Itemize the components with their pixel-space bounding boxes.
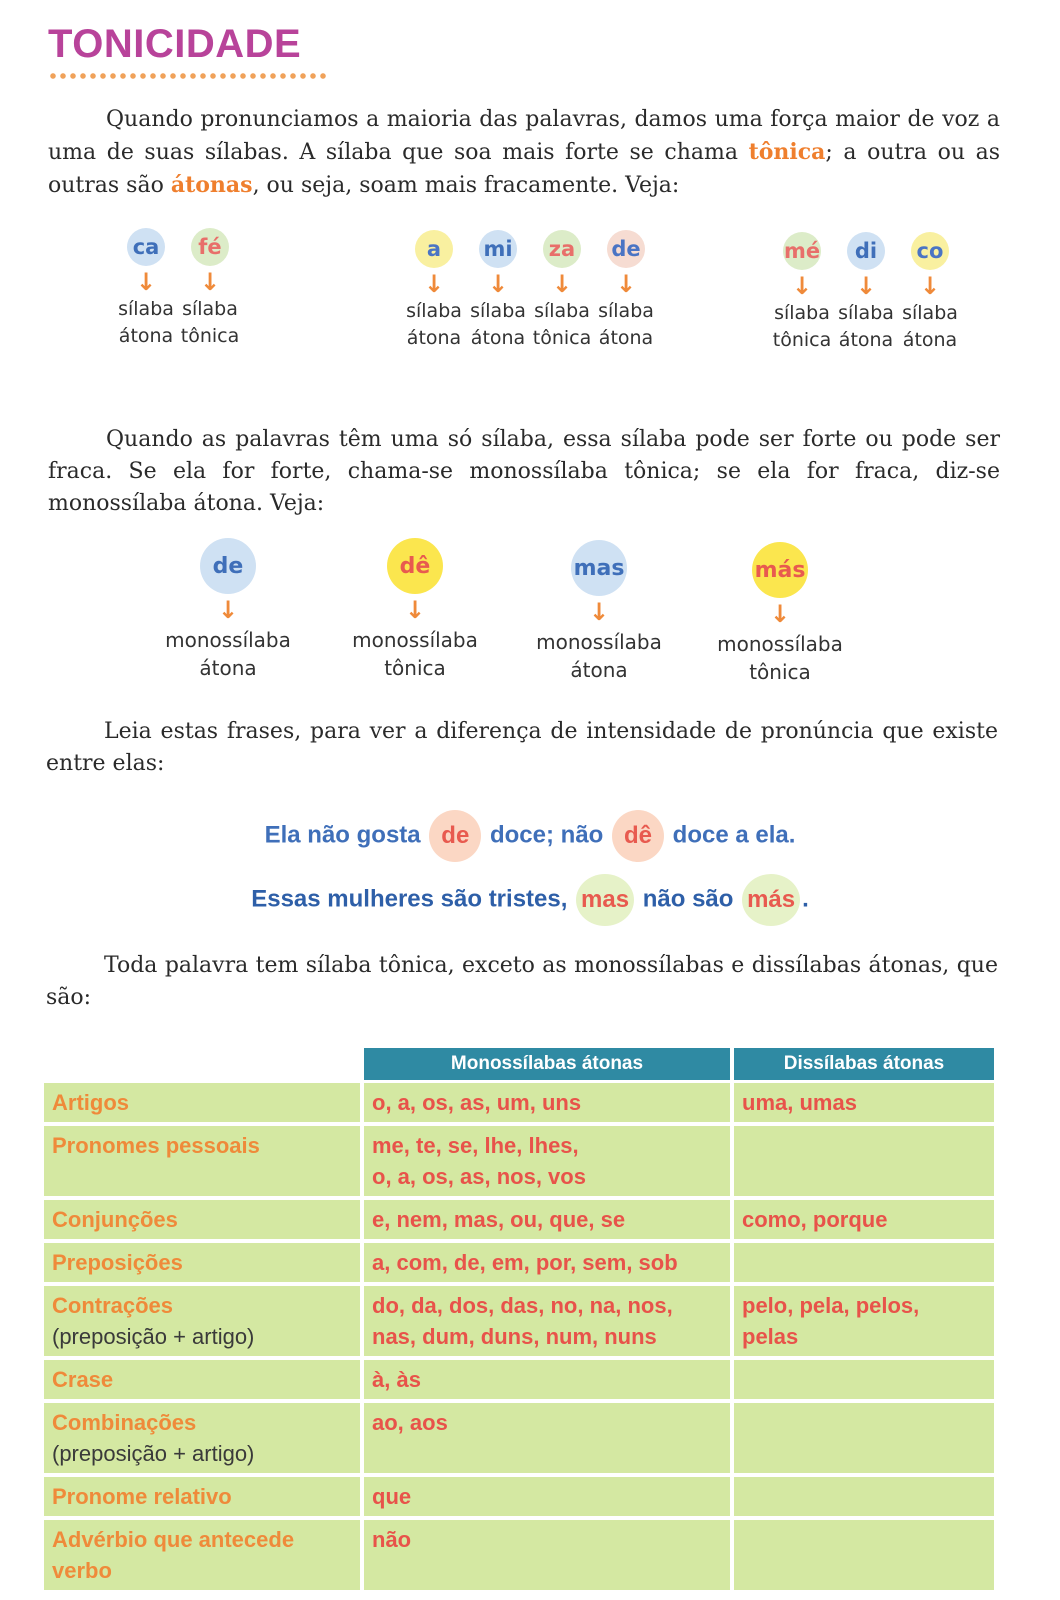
syllable-bubble: za xyxy=(543,230,581,268)
syllable-column xyxy=(530,230,594,352)
mono-cell: do, da, dos, das, no, na, nos, nas, dum, duns, num, nuns xyxy=(364,1286,730,1356)
arrow-down-icon: ↓ xyxy=(135,268,157,296)
intro-paragraph: Quando pronunciamos a maioria das palavras, damos uma força maior de voz a uma de suas sílabas. A sílaba que soa mais forte se chama tônica; a outra ou as outras são átonas, ou seja, soam mais fracamente. Veja: xyxy=(48,107,1000,198)
column-header: Dissílabas átonas xyxy=(734,1048,994,1080)
mono-bubble: más xyxy=(752,542,808,598)
arrow-down-icon: ↓ xyxy=(855,272,877,300)
mono-example-de-accent xyxy=(330,538,500,682)
arrow-down-icon: ↓ xyxy=(919,272,941,300)
example-medico xyxy=(770,232,962,354)
syllable-label: sílaba átona xyxy=(118,298,174,347)
syllable-label: sílaba átona xyxy=(406,300,462,349)
syllable-bubble: de xyxy=(607,230,645,268)
row-label: Pronome relativo xyxy=(44,1477,360,1516)
syllable-column xyxy=(466,230,530,352)
mono-cell: ao, aos xyxy=(364,1403,730,1473)
row-label: Artigos xyxy=(44,1083,360,1122)
highlight-word: más xyxy=(742,874,800,926)
table-intro-paragraph: Toda palavra tem sílaba tônica, exceto as monossílabas e dissílabas átonas, que são: xyxy=(46,953,998,1010)
table-row xyxy=(44,1243,994,1282)
mono-example-mas-accent xyxy=(695,542,865,686)
mono-label: monossílaba tônica xyxy=(717,632,843,684)
arrow-down-icon: ↓ xyxy=(487,270,509,298)
mono-bubble: de xyxy=(200,538,256,594)
row-label: Pronomes pessoais xyxy=(44,1126,360,1196)
mono-cell: e, nem, mas, ou, que, se xyxy=(364,1200,730,1239)
table-row xyxy=(44,1403,994,1473)
example-sentence-2: Essas mulheres são tristes, mas não são más . xyxy=(0,874,1060,926)
syllable-column xyxy=(770,232,834,354)
mono-cell: a, com, de, em, por, sem, sob xyxy=(364,1243,730,1282)
row-label: Contrações (preposição + artigo) xyxy=(44,1286,360,1356)
arrow-down-icon: ↓ xyxy=(423,270,445,298)
syllable-bubble: ca xyxy=(127,228,165,266)
title-dotted-underline xyxy=(48,72,328,80)
arrow-down-icon: ↓ xyxy=(551,270,573,298)
mono-bubble: mas xyxy=(571,540,627,596)
syllable-column xyxy=(114,228,178,350)
dis-cell xyxy=(734,1477,994,1516)
row-label: Combinações (preposição + artigo) xyxy=(44,1403,360,1473)
mono-label: monossílaba tônica xyxy=(352,628,478,680)
table-row xyxy=(44,1360,994,1399)
dis-cell xyxy=(734,1520,994,1590)
dis-cell xyxy=(734,1243,994,1282)
arrow-down-icon: ↓ xyxy=(791,272,813,300)
highlight-word: mas xyxy=(576,874,634,926)
arrow-down-icon: ↓ xyxy=(615,270,637,298)
arrow-down-icon: ↓ xyxy=(199,268,221,296)
mono-cell: que xyxy=(364,1477,730,1516)
row-label: Preposições xyxy=(44,1243,360,1282)
syllable-bubble: mi xyxy=(479,230,517,268)
arrow-down-icon: ↓ xyxy=(588,598,610,626)
example-sentence-1: Ela não gosta de doce; não dê doce a ela. xyxy=(0,810,1060,862)
syllable-bubble: a xyxy=(415,230,453,268)
mono-example-mas xyxy=(514,540,684,684)
syllable-label: sílaba átona xyxy=(838,302,894,351)
term-atonas: átonas xyxy=(170,172,253,198)
table-row xyxy=(44,1286,994,1356)
dis-cell: como, porque xyxy=(734,1200,994,1239)
arrow-down-icon: ↓ xyxy=(404,596,426,624)
dis-cell xyxy=(734,1126,994,1196)
table-row xyxy=(44,1477,994,1516)
syllable-bubble: di xyxy=(847,232,885,270)
mono-example-de xyxy=(143,538,313,682)
example-amizade xyxy=(402,230,658,352)
mono-bubble: dê xyxy=(387,538,443,594)
table-row xyxy=(44,1200,994,1239)
table-row xyxy=(44,1126,994,1196)
dis-cell xyxy=(734,1403,994,1473)
syllable-column xyxy=(178,228,242,350)
row-label: Advérbio que antecede verbo xyxy=(44,1520,360,1590)
syllable-label: sílaba átona xyxy=(470,300,526,349)
table-header-row xyxy=(44,1048,994,1080)
mono-label: monossílaba átona xyxy=(536,630,662,682)
sentences-intro-paragraph: Leia estas frases, para ver a diferença de intensidade de pronúncia que existe entre elas: xyxy=(46,719,998,776)
syllable-label: sílaba tônica xyxy=(532,300,592,349)
highlight-word: dê xyxy=(612,810,664,862)
mono-cell: à, às xyxy=(364,1360,730,1399)
mono-cell: me, te, se, lhe, lhes, o, a, os, as, nos, vos xyxy=(364,1126,730,1196)
dis-cell: uma, umas xyxy=(734,1083,994,1122)
syllable-column xyxy=(402,230,466,352)
syllable-label: sílaba tônica xyxy=(772,302,832,351)
syllable-label: sílaba tônica xyxy=(180,298,240,347)
monosyllable-paragraph: Quando as palavras têm uma só sílaba, essa sílaba pode ser forte ou pode ser fraca. Se ela for forte, chama-se monossílaba tônica; se ela for fraca, diz-se monossílaba átona. Veja: xyxy=(48,427,1000,516)
syllable-label: sílaba átona xyxy=(598,300,654,349)
syllable-bubble: mé xyxy=(783,232,821,270)
table-row xyxy=(44,1520,994,1590)
dis-cell: pelo, pela, pelos, pelas xyxy=(734,1286,994,1356)
table-row xyxy=(44,1083,994,1122)
syllable-column xyxy=(898,232,962,354)
column-header: Monossílabas átonas xyxy=(364,1048,730,1080)
syllable-bubble: fé xyxy=(191,228,229,266)
syllable-bubble: co xyxy=(911,232,949,270)
mono-cell: o, a, os, as, um, uns xyxy=(364,1083,730,1122)
row-label: Crase xyxy=(44,1360,360,1399)
arrow-down-icon: ↓ xyxy=(217,596,239,624)
highlight-word: de xyxy=(429,810,481,862)
row-label: Conjunções xyxy=(44,1200,360,1239)
syllable-column xyxy=(834,232,898,354)
page-title: TONICIDADE xyxy=(48,22,302,66)
syllable-label: sílaba átona xyxy=(902,302,958,351)
term-tonica: tônica xyxy=(748,139,826,165)
example-cafe xyxy=(114,228,242,350)
syllable-column xyxy=(594,230,658,352)
dis-cell xyxy=(734,1360,994,1399)
mono-cell: não xyxy=(364,1520,730,1590)
mono-label: monossílaba átona xyxy=(165,628,291,680)
atonas-table xyxy=(44,1048,994,1594)
arrow-down-icon: ↓ xyxy=(769,600,791,628)
